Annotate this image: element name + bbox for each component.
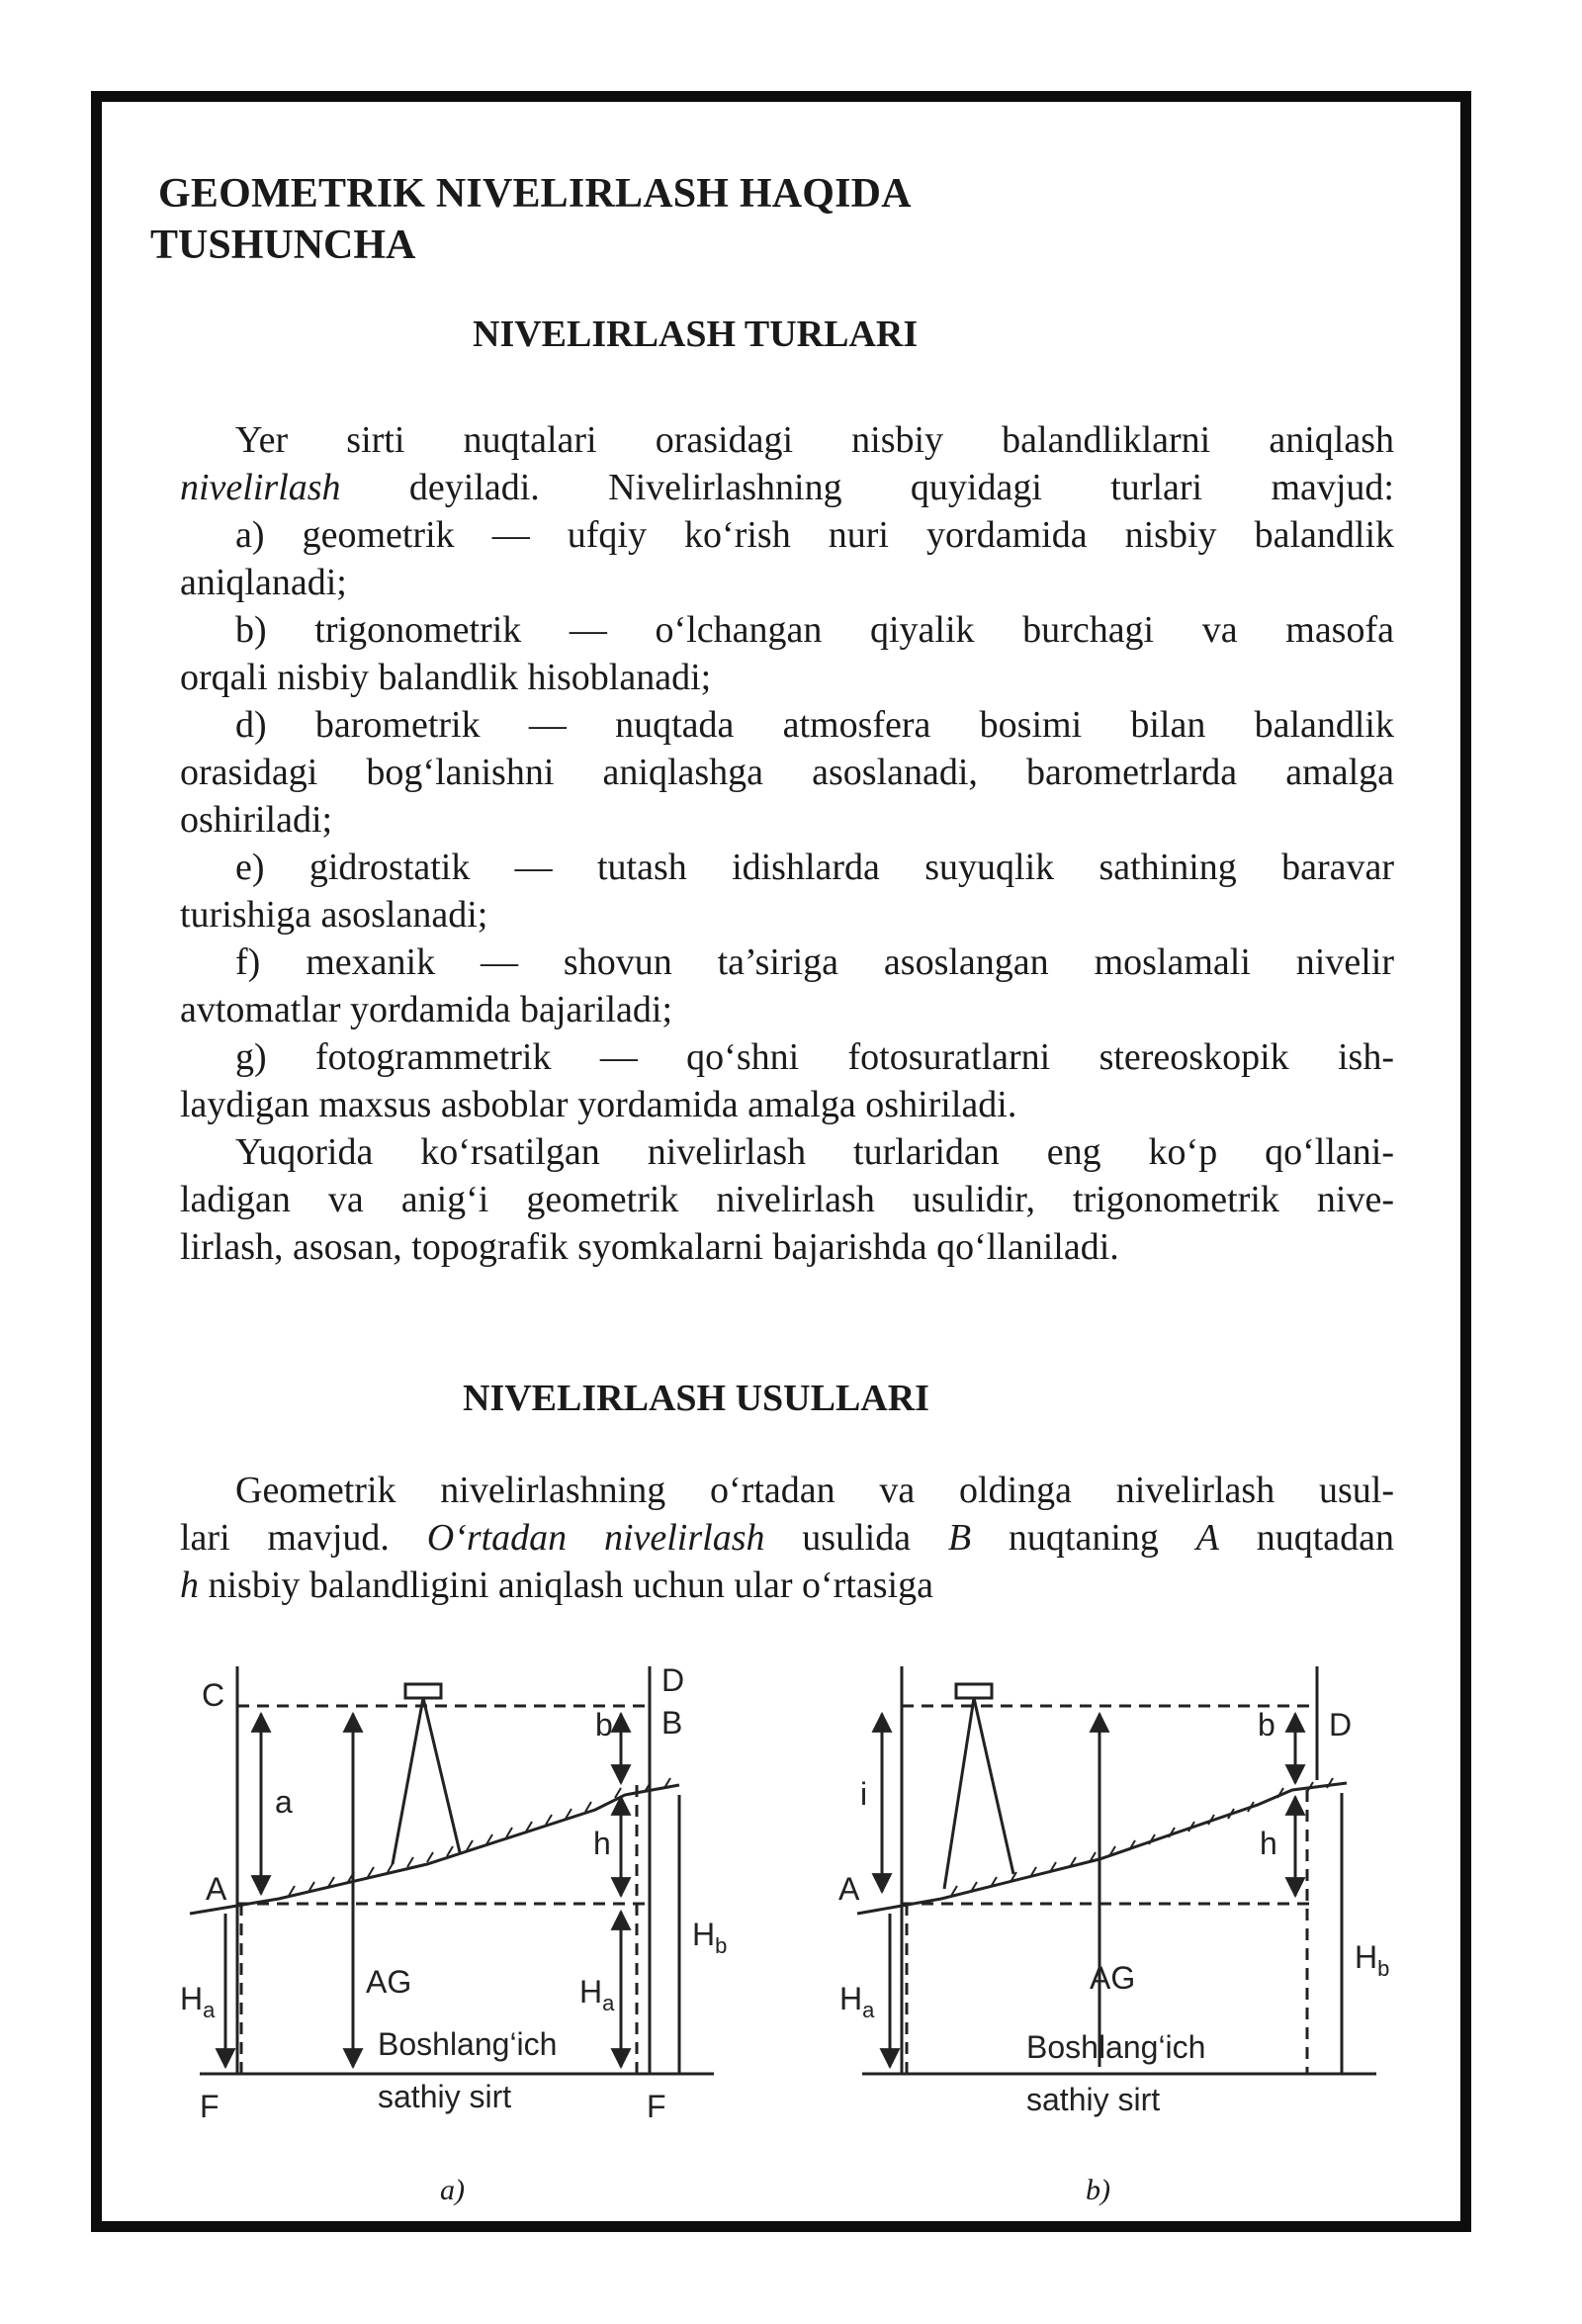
paragraph-line: turishiga asoslanadi; bbox=[180, 894, 488, 936]
label-Ha: $H_a$ bbox=[839, 1981, 875, 2022]
label-A: A bbox=[838, 1871, 860, 1907]
label-base1: Boshlang‘ich bbox=[378, 2026, 558, 2062]
paragraph-line: lirlash, asosan, topografik syomkalarni bajarishda qo‘llaniladi. bbox=[180, 1226, 1119, 1268]
paragraph-line: avtomatlar yordamida bajariladi; bbox=[180, 989, 673, 1030]
label-base2: sathiy sirt bbox=[378, 2079, 512, 2114]
label-Ha-left: $H_a$ bbox=[180, 1981, 216, 2022]
section-heading-usullari: NIVELIRLASH USULLARI bbox=[463, 1378, 929, 1419]
label-C: C bbox=[202, 1677, 225, 1713]
diagram-b bbox=[857, 1666, 1376, 2074]
label-i: i bbox=[860, 1776, 868, 1812]
page-title-line1: GEOMETRIK NIVELIRLASH HAQIDA bbox=[158, 171, 912, 217]
label-B: B bbox=[661, 1705, 683, 1741]
label-F-left: F bbox=[200, 2089, 220, 2124]
paragraph-line: f) mexanik — shovun ta’siriga asoslangan moslamali nivelir bbox=[235, 941, 1394, 983]
paragraph-line: g) fotogrammetrik — qo‘shni fotosuratlarni stereoskopik ish- bbox=[235, 1036, 1394, 1078]
label-h: h bbox=[593, 1826, 611, 1861]
paragraph-line: lari mavjud. O‘rtadan nivelirlash usulida B nuqtaning A nuqtadan bbox=[180, 1517, 1394, 1559]
paragraph-line: a) geometrik — ufqiy ko‘rish nuri yordamida nisbiy balandlik bbox=[235, 514, 1394, 556]
paragraph-line: b) trigonometrik — o‘lchangan qiyalik burchagi va masofa bbox=[235, 609, 1394, 651]
section-heading-turlari: NIVELIRLASH TURLARI bbox=[473, 313, 919, 355]
figure-caption-a: a) bbox=[440, 2174, 465, 2206]
paragraph-line: Yuqorida ko‘rsatilgan nivelirlash turlaridan eng ko‘p qo‘llani- bbox=[235, 1131, 1394, 1173]
label-AG: AG bbox=[1090, 1960, 1136, 1996]
paragraph-line: nivelirlash deyiladi. Nivelirlashning quyidagi turlari mavjud: bbox=[180, 467, 1394, 508]
leveling-diagram bbox=[180, 1666, 1416, 2181]
page-title-line2: TUSHUNCHA bbox=[150, 223, 416, 268]
label-base1: Boshlang‘ich bbox=[1026, 2029, 1206, 2065]
paragraph-line: Yer sirti nuqtalari orasidagi nisbiy balandliklarni aniqlash bbox=[235, 419, 1394, 461]
paragraph-line: h nisbiy balandligini aniqlash uchun ular o‘rtasiga bbox=[180, 1564, 933, 1606]
figure-caption-b: b) bbox=[1086, 2174, 1110, 2206]
label-AG: AG bbox=[366, 1964, 412, 2000]
label-h: h bbox=[1260, 1826, 1277, 1861]
label-a: a bbox=[275, 1784, 293, 1820]
paragraph-line: oshiriladi; bbox=[180, 799, 333, 841]
paragraph-line: ladigan va anig‘i geometrik nivelirlash usulidir, trigonometrik nive- bbox=[180, 1179, 1394, 1220]
label-D: D bbox=[661, 1666, 685, 1698]
label-Ha-right: $H_a$ bbox=[579, 1974, 615, 2015]
diagram-a bbox=[190, 1666, 714, 2074]
label-Hb: $H_b$ bbox=[1355, 1939, 1390, 1981]
paragraph-line: orasidagi bog‘lanishni aniqlashga asoslanadi, barometrlarda amalga bbox=[180, 752, 1394, 793]
paragraph-line: d) barometrik — nuqtada atmosfera bosimi bilan balandlik bbox=[235, 704, 1394, 746]
label-b: b bbox=[595, 1707, 613, 1743]
label-A: A bbox=[206, 1871, 227, 1907]
paragraph-line: Geometrik nivelirlashning o‘rtadan va oldinga nivelirlash usul- bbox=[235, 1470, 1394, 1511]
label-base2: sathiy sirt bbox=[1026, 2082, 1161, 2117]
paragraph-line: aniqlanadi; bbox=[180, 562, 347, 603]
paragraph-line: laydigan maxsus asboblar yordamida amalga oshiriladi. bbox=[180, 1084, 1017, 1125]
label-F-right: F bbox=[647, 2089, 666, 2124]
label-Hb: $H_b$ bbox=[692, 1917, 728, 1958]
paragraph-line: orqali nisbiy balandlik hisoblanadi; bbox=[180, 657, 712, 698]
label-b: b bbox=[1258, 1707, 1275, 1743]
paragraph-line: e) gidrostatik — tutash idishlarda suyuqlik sathining baravar bbox=[235, 847, 1394, 888]
label-D: D bbox=[1329, 1707, 1353, 1743]
